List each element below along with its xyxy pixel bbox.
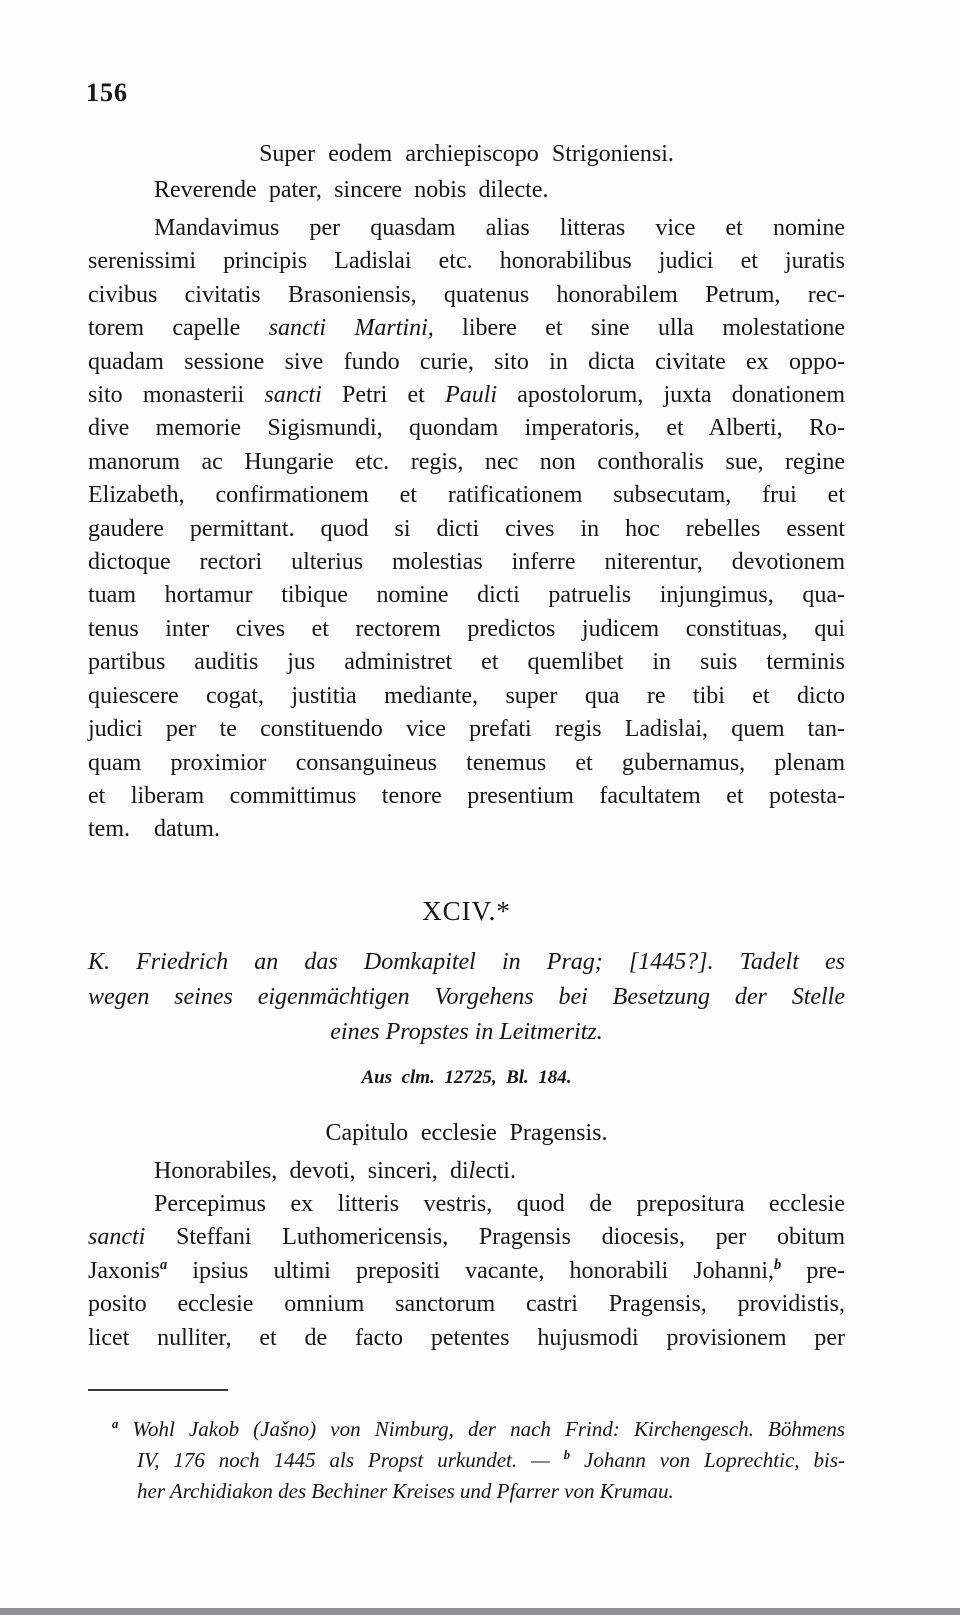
text-line: K. Friedrich an das Domkapitel in Prag; [1445?]. Tadelt es [88, 949, 845, 975]
text-line: sito monasterii sancti Petri et Pauli apostolorum, juxta donationem [88, 382, 845, 409]
first-letter-body [88, 212, 845, 847]
entry-xciv-source-reference: Aus clm. 12725, Bl. 184. [361, 1067, 572, 1088]
text-line: quam proximior consanguineus tenemus et gubernamus, plenam [88, 749, 845, 776]
text-line: tem. datum. [88, 816, 220, 843]
text-line: quadam sessione sive fundo curie, sito in dicta civitate ex oppo- [88, 348, 845, 375]
text-line: eines Propstes in Leitmeritz. [330, 1019, 603, 1045]
text-line: sancti Steffani Luthomericensis, Pragensis diocesis, per obitum [88, 1224, 845, 1251]
scan-bottom-edge-shadow [0, 1608, 960, 1615]
text-line: torem capelle sancti Martini, libere et sine ulla molestatione [88, 315, 845, 342]
text-line: $^a$ Wohl Jakob (Jašno) von Nimburg, der nach Frind: Kirchengesch. Böhmens [112, 1417, 845, 1441]
entry-xciv-summary [88, 945, 845, 1050]
text-line: Mandavimus per quasdam alias litteras vice et nomine [154, 215, 845, 241]
text-line: Jaxonis$^a$ ipsius ultimi prepositi vacante, honorabili Johanni,$^b$ pre- [88, 1256, 846, 1284]
text-line: Percepimus ex litteris vestris, quod de prepositura ecclesie [154, 1191, 845, 1217]
text-line: partibus auditis jus administret et quemlibet in suis terminis [88, 649, 845, 676]
first-letter-subject: Super eodem archiepiscopo Strigoniensi. [259, 141, 674, 167]
entry-xciv-body [88, 1188, 845, 1355]
text-line: licet nulliter, et de facto petentes hujusmodi provisionem per [88, 1324, 845, 1351]
page-number: 156 [86, 78, 128, 107]
text-line: tenus inter cives et rectorem predictos judicem constituas, qui [88, 615, 845, 642]
text-line: civibus civitatis Brasoniensis, quatenus honorabilem Petrum, rec- [88, 281, 845, 308]
text-line: judici per te constituendo vice prefati regis Ladislai, quem tan- [88, 716, 845, 743]
footnote-divider-rule [88, 1389, 228, 1391]
text-line: gaudere permittant. quod si dicti cives in hoc rebelles essent [88, 515, 845, 542]
text-line: quiescere cogat, justitia mediante, super qua re tibi et dicto [88, 682, 845, 709]
entry-xciv-address-line: Capitulo ecclesie Pragensis. [325, 1120, 608, 1146]
first-letter-salutation: Reverende pater, sincere nobis dilecte. [154, 177, 549, 203]
text-line: tuam hortamur tibique nomine dicti patruelis injungimus, qua- [88, 582, 845, 609]
entry-xciv-heading: XCIV.* [422, 896, 511, 926]
entry-xciv-salutation: Honorabiles, devoti, sinceri, dilecti. [154, 1158, 516, 1184]
text-line: her Archidiakon des Bechiner Kreises und Pfarrer von Krumau. [137, 1479, 674, 1503]
text-line: Elizabeth, confirmationem et ratificationem subsecutam, frui et [88, 482, 845, 509]
text-line: et liberam committimus tenore presentium facultatem et potesta- [88, 782, 845, 809]
text-line: IV, 176 noch 1445 als Propst urkundet. — $^b$ Johann von Loprechtic, bis- [137, 1448, 845, 1472]
text-line: dictoque rectori ulterius molestias inferre niterentur, devotionem [88, 549, 845, 576]
footnote [88, 1414, 845, 1507]
text-line: wegen seines eigenmächtigen Vorgehens bei Besetzung der Stelle [88, 984, 845, 1010]
text-line: posito ecclesie omnium sanctorum castri Pragensis, providistis, [88, 1291, 845, 1318]
text-line: manorum ac Hungarie etc. regis, nec non conthoralis sue, regine [88, 448, 845, 475]
text-line: serenissimi principis Ladislai etc. honorabilibus judici et juratis [88, 248, 845, 275]
text-line: dive memorie Sigismundi, quondam imperatoris, et Alberti, Ro- [88, 415, 845, 442]
